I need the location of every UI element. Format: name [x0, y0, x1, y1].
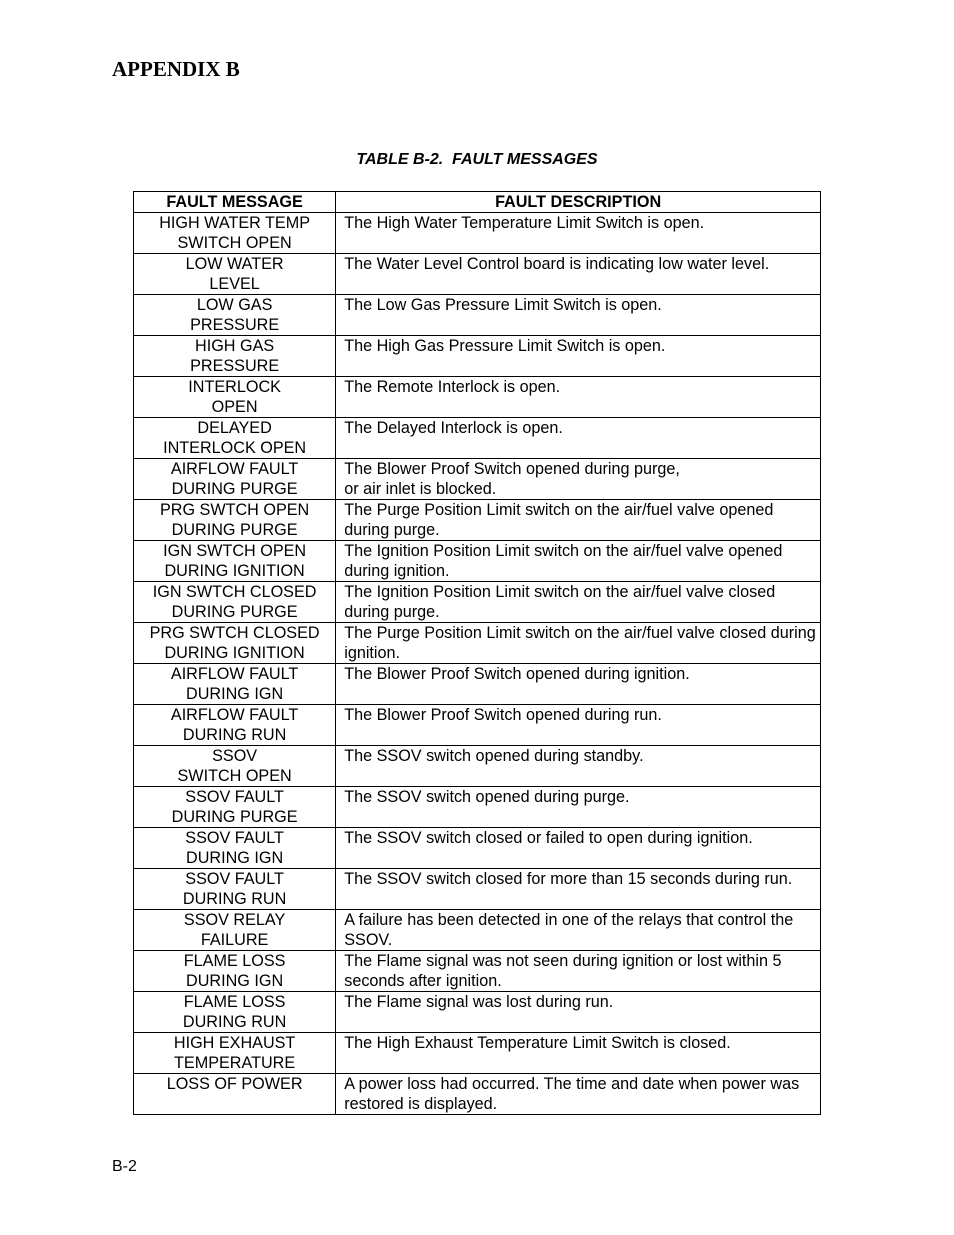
table-row [134, 295, 821, 336]
fault-description-cell: The Blower Proof Switch opened during ignition. [336, 664, 821, 705]
fault-message-line: IGN SWTCH OPEN [163, 542, 307, 560]
table-row [134, 213, 821, 254]
fault-description-cell: The Ignition Position Limit switch on the air/fuel valve opened during ignition. [336, 541, 821, 582]
fault-message-line: SSOV [212, 747, 258, 765]
fault-message-line: PRG SWTCH CLOSED [149, 624, 320, 642]
fault-message-line: LOW WATER [185, 255, 284, 273]
fault-message-cell [134, 295, 336, 336]
fault-description-cell: The Blower Proof Switch opened during purge, or air inlet is blocked. [336, 459, 821, 500]
fault-message-line: DURING PURGE [171, 521, 298, 539]
fault-message-line: HIGH WATER TEMP [159, 214, 310, 232]
fault-message-line: TEMPERATURE [174, 1054, 296, 1072]
fault-message-line: DURING RUN [182, 1013, 287, 1031]
column-header-fault-description: FAULT DESCRIPTION [336, 192, 821, 213]
fault-message-line: AIRFLOW FAULT [170, 665, 299, 683]
fault-message-cell [134, 541, 336, 582]
fault-message-line: LOSS OF POWER [166, 1075, 303, 1093]
fault-description-cell: The SSOV switch opened during standby. [336, 746, 821, 787]
fault-message-line: LOW GAS [196, 296, 273, 314]
fault-message-line: PRG SWTCH OPEN [159, 501, 310, 519]
table-row [134, 582, 821, 623]
fault-message-cell [134, 377, 336, 418]
fault-messages-table [133, 191, 821, 1115]
fault-description-cell: The SSOV switch closed or failed to open during ignition. [336, 828, 821, 869]
fault-message-line: SSOV FAULT [185, 870, 284, 888]
fault-message-line: DELAYED [197, 419, 272, 437]
table-row [134, 541, 821, 582]
fault-description-cell: The Ignition Position Limit switch on the air/fuel valve closed during purge. [336, 582, 821, 623]
fault-message-cell [134, 869, 336, 910]
table-row [134, 705, 821, 746]
table-row [134, 746, 821, 787]
fault-description-cell: The Purge Position Limit switch on the air/fuel valve closed during ignition. [336, 623, 821, 664]
table-row [134, 418, 821, 459]
table-row [134, 623, 821, 664]
fault-message-line: AIRFLOW FAULT [170, 460, 299, 478]
fault-message-cell [134, 500, 336, 541]
fault-message-line: DURING RUN [182, 726, 287, 744]
fault-message-line: IGN SWTCH CLOSED [152, 583, 317, 601]
fault-description-cell: The Delayed Interlock is open. [336, 418, 821, 459]
fault-description-cell: The Purge Position Limit switch on the air/fuel valve opened during purge. [336, 500, 821, 541]
fault-description-cell: The High Water Temperature Limit Switch is open. [336, 213, 821, 254]
fault-message-line: SSOV RELAY [183, 911, 286, 929]
fault-description-cell: The Flame signal was lost during run. [336, 992, 821, 1033]
fault-message-line: DURING IGN [186, 685, 284, 703]
fault-message-line: FAILURE [200, 931, 269, 949]
fault-message-cell [134, 828, 336, 869]
table-row [134, 828, 821, 869]
fault-message-cell [134, 1074, 336, 1115]
table-row [134, 869, 821, 910]
fault-message-line: SWITCH OPEN [177, 767, 292, 785]
page-number: B-2 [112, 1158, 137, 1175]
column-header-fault-message: FAULT MESSAGE [134, 192, 336, 213]
fault-message-cell [134, 418, 336, 459]
fault-message-line: DURING PURGE [171, 603, 298, 621]
table-row [134, 992, 821, 1033]
fault-description-cell: The High Gas Pressure Limit Switch is open. [336, 336, 821, 377]
table-header-row [134, 192, 821, 213]
table-row [134, 459, 821, 500]
fault-message-cell [134, 951, 336, 992]
appendix-title: APPENDIX B [112, 57, 240, 81]
fault-message-cell [134, 623, 336, 664]
fault-message-cell [134, 254, 336, 295]
fault-description-cell: The Water Level Control board is indicating low water level. [336, 254, 821, 295]
fault-message-line: HIGH EXHAUST [173, 1034, 296, 1052]
fault-message-line: DURING IGNITION [164, 644, 305, 662]
fault-message-cell [134, 992, 336, 1033]
table-row [134, 1033, 821, 1074]
table-row [134, 500, 821, 541]
fault-message-cell [134, 336, 336, 377]
fault-description-cell: A power loss had occurred. The time and date when power was restored is displayed. [336, 1074, 821, 1115]
fault-message-line: FLAME LOSS [183, 952, 286, 970]
fault-message-cell [134, 910, 336, 951]
table-row [134, 1074, 821, 1115]
fault-message-line: DURING PURGE [171, 480, 298, 498]
fault-message-line: PRESSURE [190, 357, 280, 375]
fault-message-line: OPEN [211, 398, 258, 416]
fault-message-line: DURING IGN [186, 849, 284, 867]
fault-description-cell: The Flame signal was not seen during ignition or lost within 5 seconds after ignition. [336, 951, 821, 992]
fault-message-line: LEVEL [209, 275, 260, 293]
fault-description-cell: The Blower Proof Switch opened during run. [336, 705, 821, 746]
fault-description-cell: The High Exhaust Temperature Limit Switch is closed. [336, 1033, 821, 1074]
table-row [134, 910, 821, 951]
fault-message-cell [134, 582, 336, 623]
fault-message-cell [134, 705, 336, 746]
table-row [134, 377, 821, 418]
fault-description-cell: The SSOV switch closed for more than 15 seconds during run. [336, 869, 821, 910]
fault-description-cell: The SSOV switch opened during purge. [336, 787, 821, 828]
table-caption: TABLE B-2. FAULT MESSAGES [356, 151, 598, 168]
fault-message-line: PRESSURE [190, 316, 280, 334]
fault-message-line: DURING IGN [186, 972, 284, 990]
fault-message-line: INTERLOCK OPEN [163, 439, 307, 457]
fault-message-line: AIRFLOW FAULT [170, 706, 299, 724]
fault-message-line: SSOV FAULT [185, 829, 284, 847]
table-row [134, 664, 821, 705]
fault-message-cell [134, 746, 336, 787]
fault-message-cell [134, 459, 336, 500]
fault-message-line: SWITCH OPEN [177, 234, 292, 252]
table-row [134, 951, 821, 992]
fault-message-cell [134, 787, 336, 828]
fault-message-line: DURING IGNITION [164, 562, 305, 580]
fault-message-line: INTERLOCK [188, 378, 281, 396]
fault-message-cell [134, 213, 336, 254]
fault-message-cell [134, 1033, 336, 1074]
fault-description-cell: The Remote Interlock is open. [336, 377, 821, 418]
table-row [134, 336, 821, 377]
fault-message-line: SSOV FAULT [185, 788, 284, 806]
fault-message-cell [134, 664, 336, 705]
fault-description-cell: The Low Gas Pressure Limit Switch is open. [336, 295, 821, 336]
fault-description-cell: A failure has been detected in one of the relays that control the SSOV. [336, 910, 821, 951]
fault-message-line: DURING PURGE [171, 808, 298, 826]
fault-table-body [134, 213, 821, 1115]
table-row [134, 254, 821, 295]
fault-message-line: DURING RUN [182, 890, 287, 908]
fault-message-line: HIGH GAS [195, 337, 275, 355]
table-row [134, 787, 821, 828]
fault-message-line: FLAME LOSS [183, 993, 286, 1011]
